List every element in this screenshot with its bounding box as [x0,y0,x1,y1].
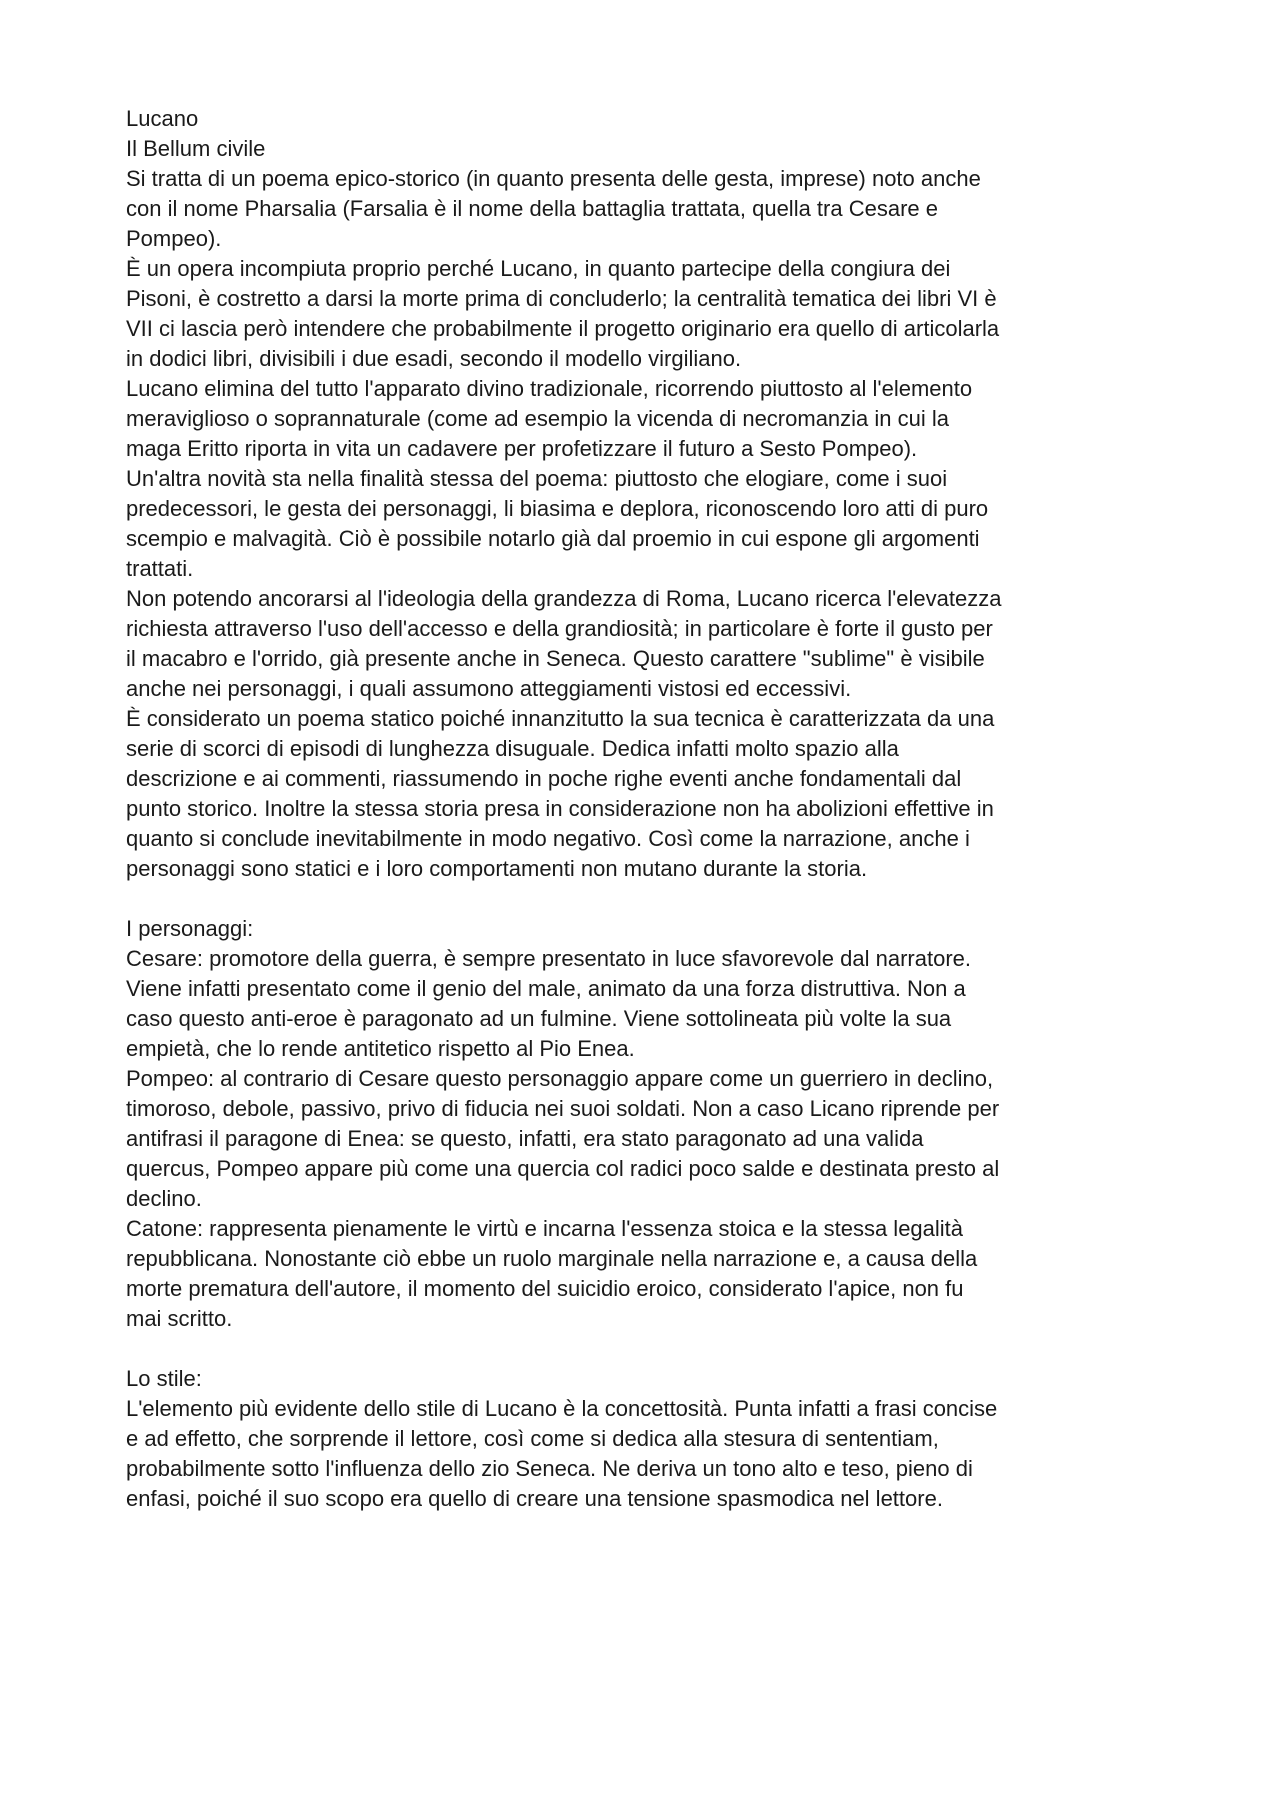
text-line: Cesare: promotore della guerra, è sempre presentato in luce sfavorevole dal narratore. [126,946,972,971]
text-line: Pisoni, è costretto a darsi la morte prima di concluderlo; la centralità tematica dei libri VI è [126,286,997,311]
text-line: richiesta attraverso l'uso dell'accesso e della grandiosità; in particolare è forte il gusto per [126,616,993,641]
text-line: È considerato un poema statico poiché innanzitutto la sua tecnica è caratterizzata da una [126,706,995,731]
text-line: in dodici libri, divisibili i due esadi, secondo il modello virgiliano. [126,346,742,371]
style-section [126,1394,1166,1514]
text-line: L'elemento più evidente dello stile di Lucano è la concettosità. Punta infatti a frasi concise [126,1396,998,1421]
text-line: maga Eritto riporta in vita un cadavere per profetizzare il futuro a Sesto Pompeo). [126,436,918,461]
characters-section [126,944,1166,1334]
document-subtitle: Il Bellum civile [126,136,266,161]
text-line: Non potendo ancorarsi al l'ideologia della grandezza di Roma, Lucano ricerca l'elevatezza [126,586,1002,611]
paragraph-gap [126,1334,1166,1364]
intro-section [126,164,1166,884]
text-line: anche nei personaggi, i quali assumono atteggiamenti vistosi ed eccessivi. [126,676,852,701]
text-line: mai scritto. [126,1306,233,1331]
text-line: Si tratta di un poema epico-storico (in quanto presenta delle gesta, imprese) noto anche [126,166,981,191]
text-line: personaggi sono statici e i loro comportamenti non mutano durante la storia. [126,856,868,881]
text-line: È un opera incompiuta proprio perché Lucano, in quanto partecipe della congiura dei [126,256,951,281]
text-line: quanto si conclude inevitabilmente in modo negativo. Così come la narrazione, anche i [126,826,970,851]
text-line: scempio e malvagità. Ciò è possibile notarlo già dal proemio in cui espone gli argomenti [126,526,980,551]
text-line: e ad effetto, che sorprende il lettore, così come si dedica alla stesura di sententiam, [126,1426,939,1451]
text-line: VII ci lascia però intendere che probabilmente il progetto originario era quello di articolarla [126,316,1000,341]
text-line: Catone: rappresenta pienamente le virtù e incarna l'essenza stoica e la stessa legalità [126,1216,964,1241]
text-line: serie di scorci di episodi di lunghezza disuguale. Dedica infatti molto spazio alla [126,736,899,761]
text-line: Pompeo: al contrario di Cesare questo personaggio appare come un guerriero in declino, [126,1066,994,1091]
text-line: il macabro e l'orrido, già presente anche in Seneca. Questo carattere "sublime" è visibile [126,646,985,671]
text-line: repubblicana. Nonostante ciò ebbe un ruolo marginale nella narrazione e, a causa della [126,1246,978,1271]
text-line: timoroso, debole, passivo, privo di fiducia nei suoi soldati. Non a caso Licano riprende per [126,1096,1000,1121]
text-line: Un'altra novità sta nella finalità stessa del poema: piuttosto che elogiare, come i suoi [126,466,948,491]
document-body [126,104,1166,1514]
document-title: Lucano [126,106,199,131]
text-line: punto storico. Inoltre la stessa storia presa in considerazione non ha abolizioni effettive in [126,796,994,821]
characters-heading: I personaggi: [126,916,254,941]
text-line: empietà, che lo rende antitetico rispetto al Pio Enea. [126,1036,635,1061]
text-line: meraviglioso o soprannaturale (come ad esempio la vicenda di necromanzia in cui la [126,406,949,431]
text-line: Viene infatti presentato come il genio del male, animato da una forza distruttiva. Non a [126,976,966,1001]
style-heading: Lo stile: [126,1366,202,1391]
text-line: morte prematura dell'autore, il momento del suicidio eroico, considerato l'apice, non fu [126,1276,964,1301]
text-line: Pompeo). [126,226,222,251]
text-line: predecessori, le gesta dei personaggi, li biasima e deplora, riconoscendo loro atti di puro [126,496,989,521]
text-line: descrizione e ai commenti, riassumendo in poche righe eventi anche fondamentali dal [126,766,962,791]
paragraph-gap [126,884,1166,914]
text-line: enfasi, poiché il suo scopo era quello di creare una tensione spasmodica nel lettore. [126,1486,943,1511]
text-line: caso questo anti-eroe è paragonato ad un fulmine. Viene sottolineata più volte la sua [126,1006,952,1031]
text-line: Lucano elimina del tutto l'apparato divino tradizionale, ricorrendo piuttosto al l'elemento [126,376,973,401]
text-line: declino. [126,1186,202,1211]
text-line: probabilmente sotto l'influenza dello zio Seneca. Ne deriva un tono alto e teso, pieno di [126,1456,973,1481]
text-line: antifrasi il paragone di Enea: se questo, infatti, era stato paragonato ad una valida [126,1126,924,1151]
text-line: trattati. [126,556,194,581]
text-line: quercus, Pompeo appare più come una quercia col radici poco salde e destinata presto al [126,1156,1000,1181]
text-line: con il nome Pharsalia (Farsalia è il nome della battaglia trattata, quella tra Cesare e [126,196,938,221]
